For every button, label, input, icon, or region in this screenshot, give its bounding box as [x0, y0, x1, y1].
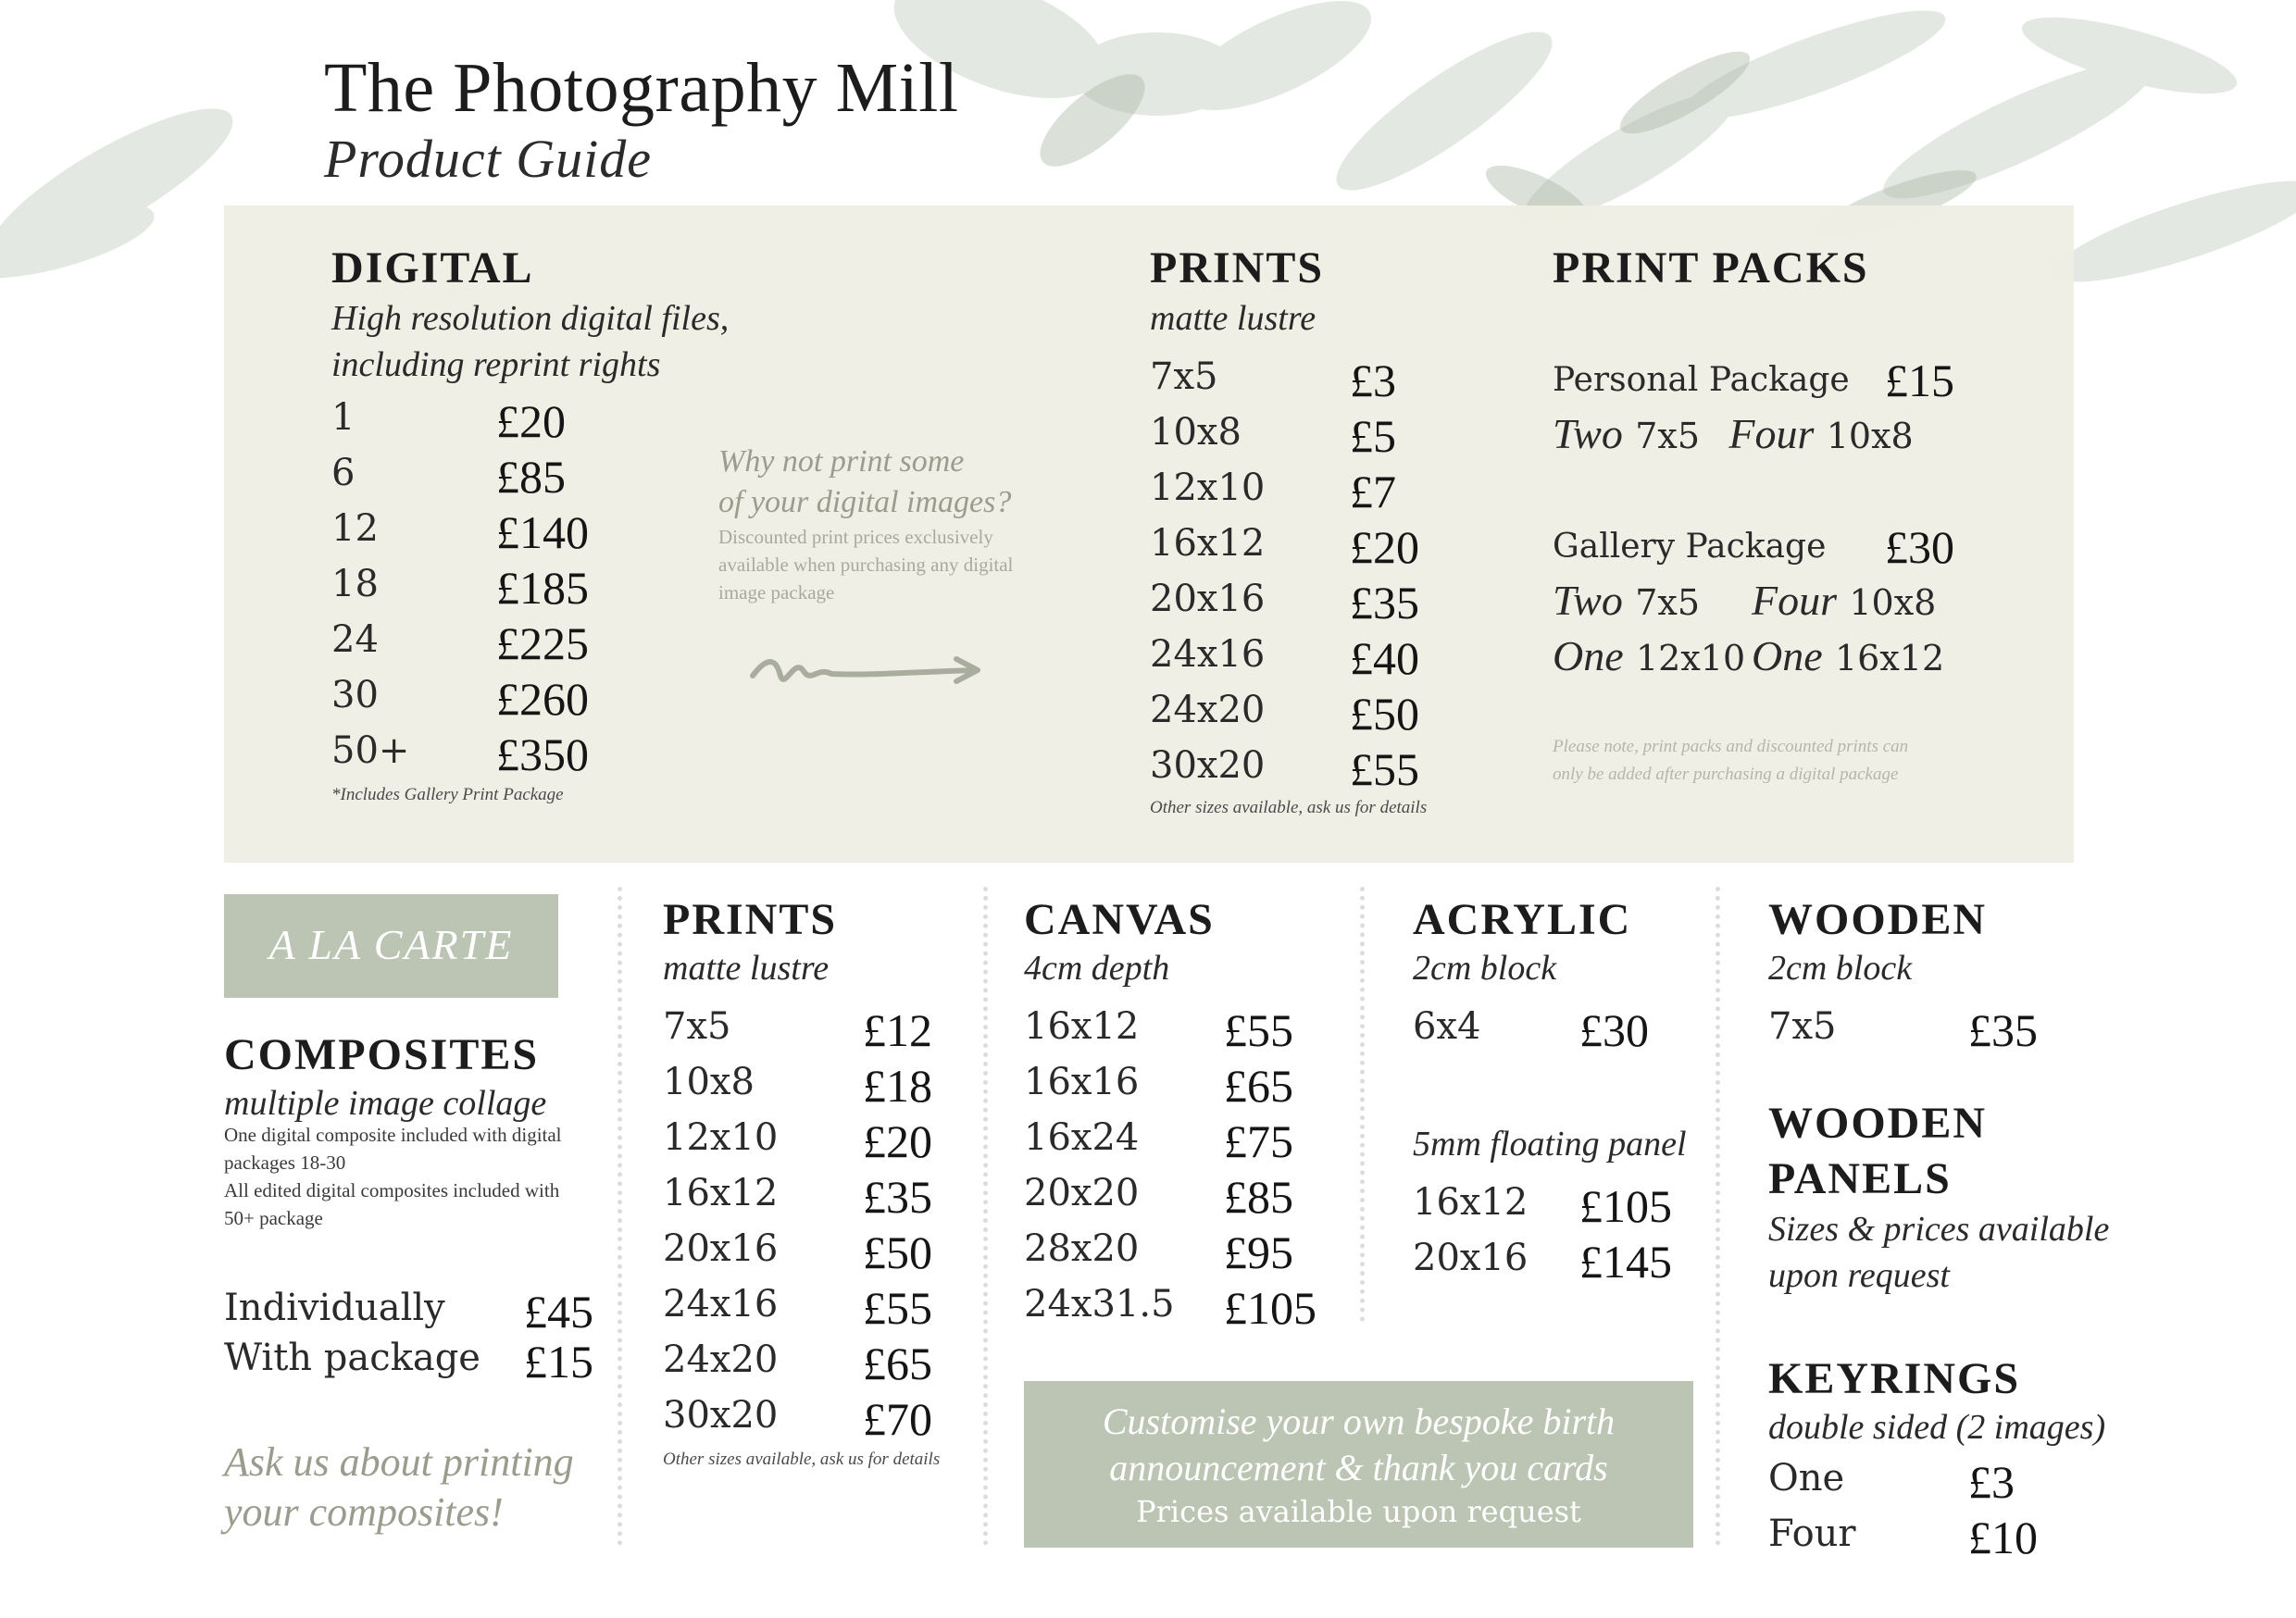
canvas-sub: 4cm depth: [1024, 949, 1170, 988]
wooden-heading: WOODEN: [1768, 895, 1988, 944]
callout-line-1: Customise your own bespoke birth: [1102, 1400, 1616, 1442]
a-la-carte-badge: A LA CARTE: [224, 894, 558, 998]
print-packs-heading: PRINT PACKS: [1553, 243, 1869, 292]
promo-small-1: Discounted print prices exclusively: [718, 526, 993, 548]
wooden-panels-heading-1: WOODEN: [1768, 1099, 1988, 1148]
acrylic-sub: 2cm block: [1413, 949, 1557, 988]
acrylic-heading: ACRYLIC: [1413, 895, 1632, 944]
prints-bottom-sub: matte lustre: [663, 949, 830, 988]
bespoke-cards-callout: [1024, 1381, 1693, 1548]
page-title: The Photography Mill: [324, 49, 959, 127]
wooden-panels-sub-1: Sizes & prices available: [1768, 1210, 2110, 1249]
column-divider: [1360, 887, 1365, 1322]
promo-line-1: Why not print some: [718, 444, 965, 479]
personal-package-name: Personal Package: [1553, 361, 1850, 399]
column-divider: [1716, 887, 1720, 1546]
wooden-sub: 2cm block: [1768, 949, 1913, 988]
squiggle-arrow-icon: [748, 639, 989, 703]
gallery-package-contents-1: Two 7x5: [1553, 577, 1701, 624]
digital-sub-2: including reprint rights: [331, 345, 661, 384]
composites-note-1: One digital composite included with digital: [224, 1124, 562, 1146]
keyrings-heading: KEYRINGS: [1768, 1354, 2021, 1403]
gallery-package-contents-2: Four 10x8: [1752, 577, 1937, 624]
gallery-package-contents-4: One 16x12: [1752, 632, 1945, 679]
prints-bottom-footnote: Other sizes available, ask us for details: [663, 1450, 941, 1469]
digital-heading: DIGITAL: [331, 243, 534, 292]
column-divider: [983, 887, 988, 1546]
print-packs-note-1: Please note, print packs and discounted prints can: [1553, 737, 1909, 756]
composites-ask-1: Ask us about printing: [224, 1439, 574, 1485]
acrylic-sub-2: 5mm floating panel: [1413, 1125, 1687, 1164]
digital-sub-1: High resolution digital files,: [331, 299, 730, 338]
print-packs-note-2: only be added after purchasing a digital package: [1553, 765, 1899, 784]
gallery-package-name: Gallery Package: [1553, 528, 1827, 566]
composites-sub: multiple image collage: [224, 1084, 547, 1123]
canvas-heading: CANVAS: [1024, 895, 1215, 944]
digital-footnote: *Includes Gallery Print Package: [331, 785, 564, 804]
prints-top-heading: PRINTS: [1150, 243, 1325, 292]
page-subtitle: Product Guide: [324, 129, 652, 189]
personal-package-price: £15: [1885, 355, 1954, 406]
callout-line-3: Prices available upon request: [1136, 1494, 1581, 1529]
promo-small-3: image package: [718, 581, 835, 604]
gallery-package-contents-3: One 12x10: [1553, 632, 1746, 679]
gallery-package-price: £30: [1885, 521, 1954, 573]
composites-ask-2: your composites!: [224, 1489, 504, 1535]
promo-line-2: of your digital images?: [718, 485, 1012, 519]
keyrings-sub: double sided (2 images): [1768, 1408, 2106, 1447]
composites-note-3: All edited digital composites included with: [224, 1179, 560, 1201]
prints-bottom-heading: PRINTS: [663, 895, 838, 944]
composites-note-4: 50+ package: [224, 1207, 323, 1229]
promo-small-2: available when purchasing any digital: [718, 554, 1014, 576]
composites-heading: COMPOSITES: [224, 1030, 540, 1079]
wooden-panels-sub-2: upon request: [1768, 1256, 1950, 1295]
personal-package-contents: Two 7x5 Four 10x8: [1553, 410, 1914, 457]
prints-top-footnote: Other sizes available, ask us for details: [1150, 798, 1428, 817]
column-divider: [618, 887, 622, 1546]
prints-top-sub: matte lustre: [1150, 299, 1316, 338]
composites-note-2: packages 18-30: [224, 1151, 346, 1174]
wooden-panels-heading-2: PANELS: [1768, 1154, 1952, 1203]
callout-line-2: announcement & thank you cards: [1109, 1447, 1608, 1488]
